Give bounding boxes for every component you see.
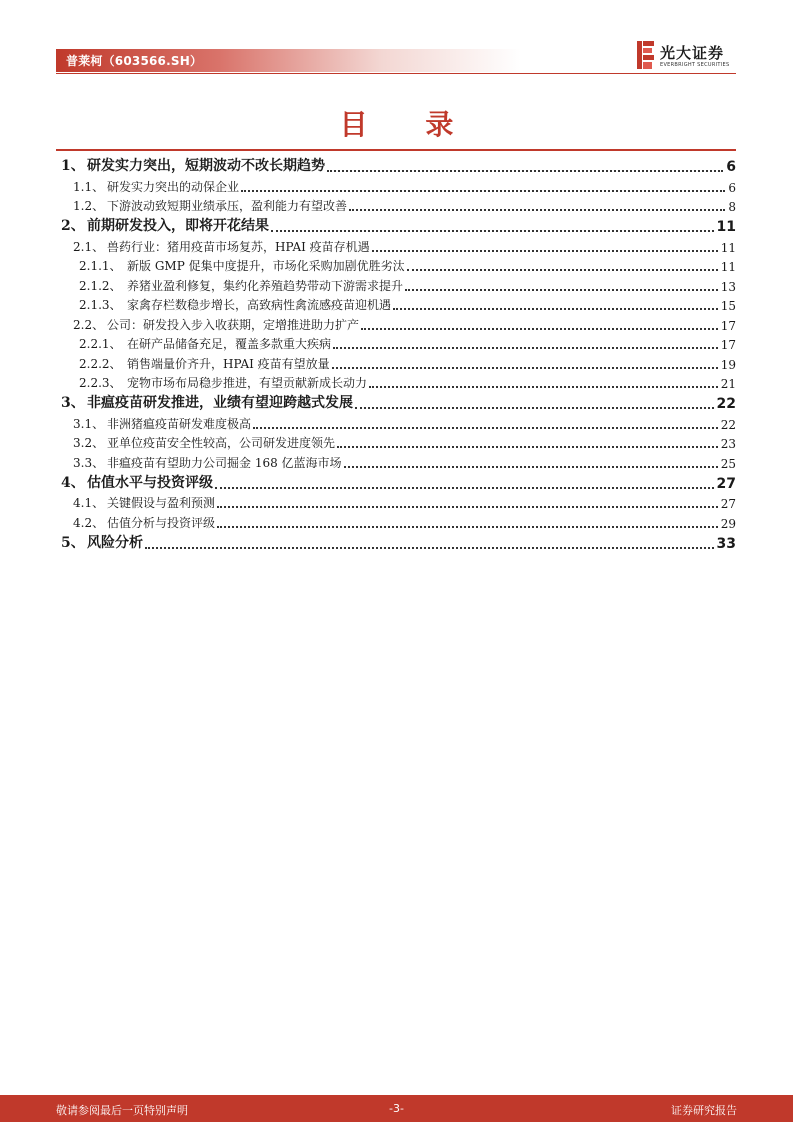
toc-entry-label: 非洲猪瘟疫苗研发难度极高	[107, 416, 252, 431]
disclaimer-note: 敬请参阅最后一页特别声明	[56, 1104, 188, 1117]
toc-entry[interactable]	[56, 255, 736, 275]
toc-entry[interactable]	[56, 492, 736, 512]
report-type: 证券研究报告	[671, 1104, 737, 1117]
toc-leader-dots	[332, 367, 718, 369]
toc-entry-label: 在研产品储备充足，覆盖多款重大疾病	[127, 337, 332, 351]
toc-leader-dots	[349, 209, 725, 211]
toc-leader-dots	[372, 250, 718, 252]
toc-entry-label: 研发实力突出的动保企业	[107, 179, 240, 194]
toc-entry-page: 17	[720, 318, 736, 333]
toc-entry-number: 4.2、	[73, 515, 105, 530]
toc-entry-label: 宠物市场布局稳步推进，有望贡献新成长动力	[127, 376, 368, 390]
toc-entry-number: 5、	[61, 534, 85, 551]
toc-entry[interactable]	[56, 391, 736, 412]
toc-entry-label: 兽药行业：猪用疫苗市场复苏，HPAI 疫苗存机遇	[107, 239, 370, 254]
toc-entry-label: 估值水平与投资评级	[87, 474, 213, 491]
toc-leader-dots	[355, 407, 714, 409]
everbright-logo	[636, 40, 736, 72]
toc-entry-number: 2.1.3、	[79, 298, 122, 312]
toc-entry-number: 1.2、	[73, 199, 105, 213]
toc-leader-dots	[369, 386, 718, 388]
toc-leader-dots	[337, 446, 718, 448]
toc-entry-page: 6	[728, 180, 736, 195]
toc-entry[interactable]	[56, 352, 736, 372]
toc-entry-page: 17	[720, 338, 736, 352]
toc-entry-number: 4.1、	[73, 496, 105, 510]
toc-entry-label: 关键假设与盈利预测	[107, 496, 216, 510]
toc-entry-label: 非瘟疫苗研发推进，业绩有望迎跨越式发展	[87, 395, 353, 411]
toc-entry[interactable]	[56, 511, 736, 531]
toc-leader-dots	[327, 170, 723, 172]
toc-entry-page: 29	[720, 516, 736, 531]
toc-entry-number: 2.1、	[73, 239, 105, 254]
toc-entry-label: 前期研发投入，即将开花结果	[87, 218, 269, 234]
toc-leader-dots	[344, 466, 718, 468]
toc-entry-page: 27	[720, 497, 736, 511]
toc-entry-page: 22	[716, 396, 736, 412]
toc-entry-page: 8	[728, 200, 736, 214]
toc-leader-dots	[333, 347, 718, 349]
toc-entry-label: 非瘟疫苗有望助力公司掘金 168 亿蓝海市场	[107, 455, 342, 470]
toc-entry[interactable]	[56, 531, 736, 552]
toc-entry-page: 11	[716, 219, 736, 235]
toc-leader-dots	[217, 526, 718, 528]
toc-entry-number: 1、	[61, 158, 85, 174]
toc-leader-dots	[393, 308, 718, 310]
toc-entry-number: 3.1、	[73, 416, 105, 431]
toc-entry-page: 6	[726, 159, 736, 175]
toc-rule	[56, 149, 736, 151]
toc-entry-label: 养猪业盈利修复，集约化养殖趋势带动下游需求提升	[127, 278, 404, 293]
toc-entry-number: 4、	[61, 474, 85, 491]
page-title: 目 录	[339, 108, 478, 141]
toc-entry-page: 22	[720, 417, 736, 432]
toc-entry-label: 新版 GMP 促集中度提升，市场化采购加剧优胜劣汰	[127, 259, 405, 273]
toc-entry[interactable]	[56, 412, 736, 432]
toc-entry[interactable]	[56, 372, 736, 392]
toc-entry-label: 家禽存栏数稳步增长，高致病性禽流感疫苗迎机遇	[127, 298, 392, 312]
toc-entry[interactable]	[56, 235, 736, 255]
toc-entry-page: 23	[720, 437, 736, 451]
toc-entry-number: 2.2.2、	[79, 356, 122, 371]
toc-leader-dots	[253, 427, 718, 429]
toc-leader-dots	[241, 190, 725, 192]
toc-leader-dots	[217, 506, 718, 508]
toc-entry-label: 下游波动致短期业绩承压，盈利能力有望改善	[107, 199, 348, 213]
page-number: -3-	[389, 1102, 404, 1115]
toc-entry-number: 2、	[61, 218, 85, 234]
toc-entry-page: 13	[720, 279, 736, 294]
toc-leader-dots	[407, 269, 718, 271]
toc-entry[interactable]	[56, 175, 736, 195]
toc-entry-number: 3、	[61, 395, 85, 411]
toc-entry-number: 2.2.3、	[79, 376, 122, 390]
toc-entry-page: 15	[720, 299, 736, 313]
toc-leader-dots	[361, 328, 718, 330]
logo-text-en: EVERBRIGHT SECURITIES	[660, 62, 730, 68]
toc-entry-page: 27	[716, 475, 736, 492]
toc-entry-page: 11	[720, 260, 736, 274]
toc-entry-label: 风险分析	[87, 534, 143, 551]
toc-entry[interactable]	[56, 195, 736, 215]
toc-entry-label: 研发实力突出，短期波动不改长期趋势	[87, 158, 325, 174]
toc-entry-page: 11	[720, 240, 736, 255]
toc-entry[interactable]	[56, 471, 736, 492]
toc-entry-page: 25	[720, 456, 736, 471]
toc-entry[interactable]	[56, 333, 736, 353]
toc-entry-page: 33	[716, 535, 736, 552]
header-rule	[56, 73, 736, 74]
toc-entry[interactable]	[56, 432, 736, 452]
toc-leader-dots	[405, 289, 718, 291]
toc-entry[interactable]	[56, 274, 736, 294]
toc-entry-number: 1.1、	[73, 179, 105, 194]
toc-entry-number: 2.1.1、	[79, 259, 122, 273]
toc-entry-label: 公司：研发投入步入收获期，定增推进助力扩产	[107, 317, 360, 332]
everbright-logo-icon	[636, 40, 656, 70]
toc-entry-label: 亚单位疫苗安全性较高，公司研发进度领先	[107, 436, 336, 450]
logo-text-cn: 光大证券	[660, 44, 725, 62]
toc-entry-number: 3.2、	[73, 436, 105, 450]
toc-entry-page: 19	[720, 357, 736, 372]
toc-entry[interactable]	[56, 154, 736, 175]
toc-entry-label: 估值分析与投资评级	[107, 515, 216, 530]
toc-entry[interactable]	[56, 214, 736, 235]
report-title: 普莱柯（603566.SH）	[66, 54, 203, 68]
toc-entry-label: 销售端量价齐升，HPAI 疫苗有望放量	[127, 356, 330, 371]
toc-leader-dots	[145, 547, 714, 549]
toc-entry[interactable]	[56, 294, 736, 314]
toc-entry[interactable]	[56, 451, 736, 471]
toc-entry[interactable]	[56, 313, 736, 333]
toc-leader-dots	[215, 487, 714, 489]
toc-entry-number: 3.3、	[73, 455, 105, 470]
table-of-contents	[56, 154, 736, 552]
toc-entry-number: 2.1.2、	[79, 278, 122, 293]
toc-entry-page: 21	[720, 377, 736, 391]
toc-entry-number: 2.2.1、	[79, 337, 122, 351]
toc-leader-dots	[271, 230, 714, 232]
toc-entry-number: 2.2、	[73, 317, 105, 332]
